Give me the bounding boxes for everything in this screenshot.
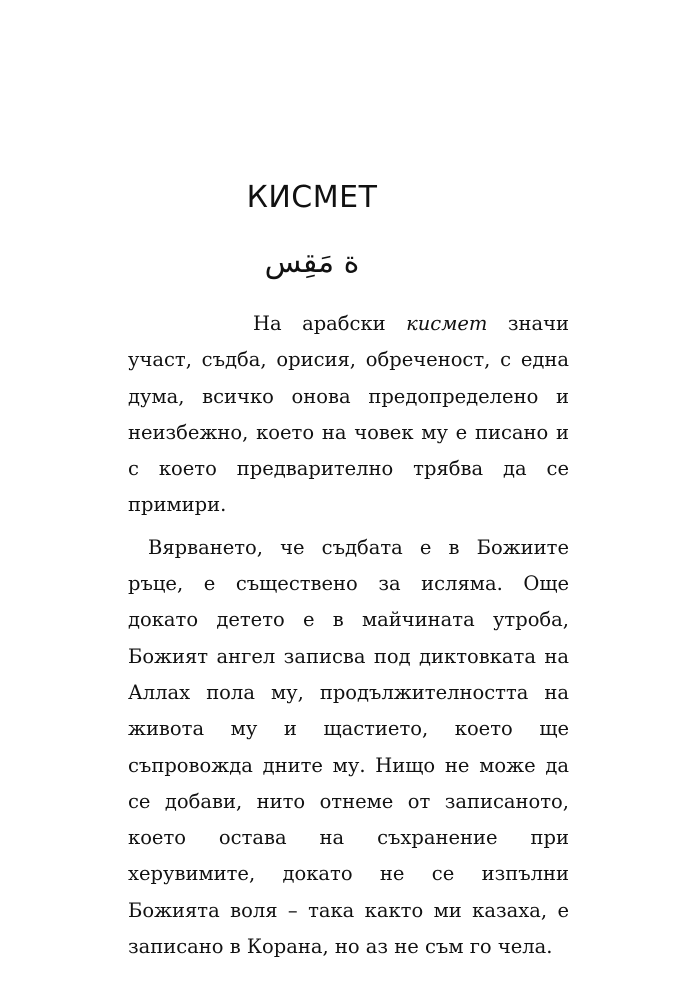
arabic-chapter-title: ة مَقِس [264,245,360,280]
paragraph-2: Вярването, че съдбата е в Божиите ръце, е съществено за исляма. Още докато детето е в майчината утроба, Божият ангел записва под диктовката на Аллах пола му, продължителността на живота му и щастието, което ще съпровожда дните му. Нищо не може да се добави, нито отнеме от записаното, което остава на съхранение при херувимите, докато не се изпълни Божията воля – така както ми казаха, е записано в Корана, но аз не съм го чела. [128,535,569,959]
paragraph-1-lead: На арабски [253,312,407,335]
paragraph-1-italic-term: кисмет [406,312,488,335]
paragraph-1-rest: значи участ, съдба, орисия, обреченост, с една дума, всичко онова предопределено и неизбежно, което на човек му е писано и с което предварително трябва да се примири. [128,312,569,517]
chapter-body [128,306,569,971]
paragraph-1 [128,306,569,524]
chapter-title: КИСМЕТ [246,180,378,215]
